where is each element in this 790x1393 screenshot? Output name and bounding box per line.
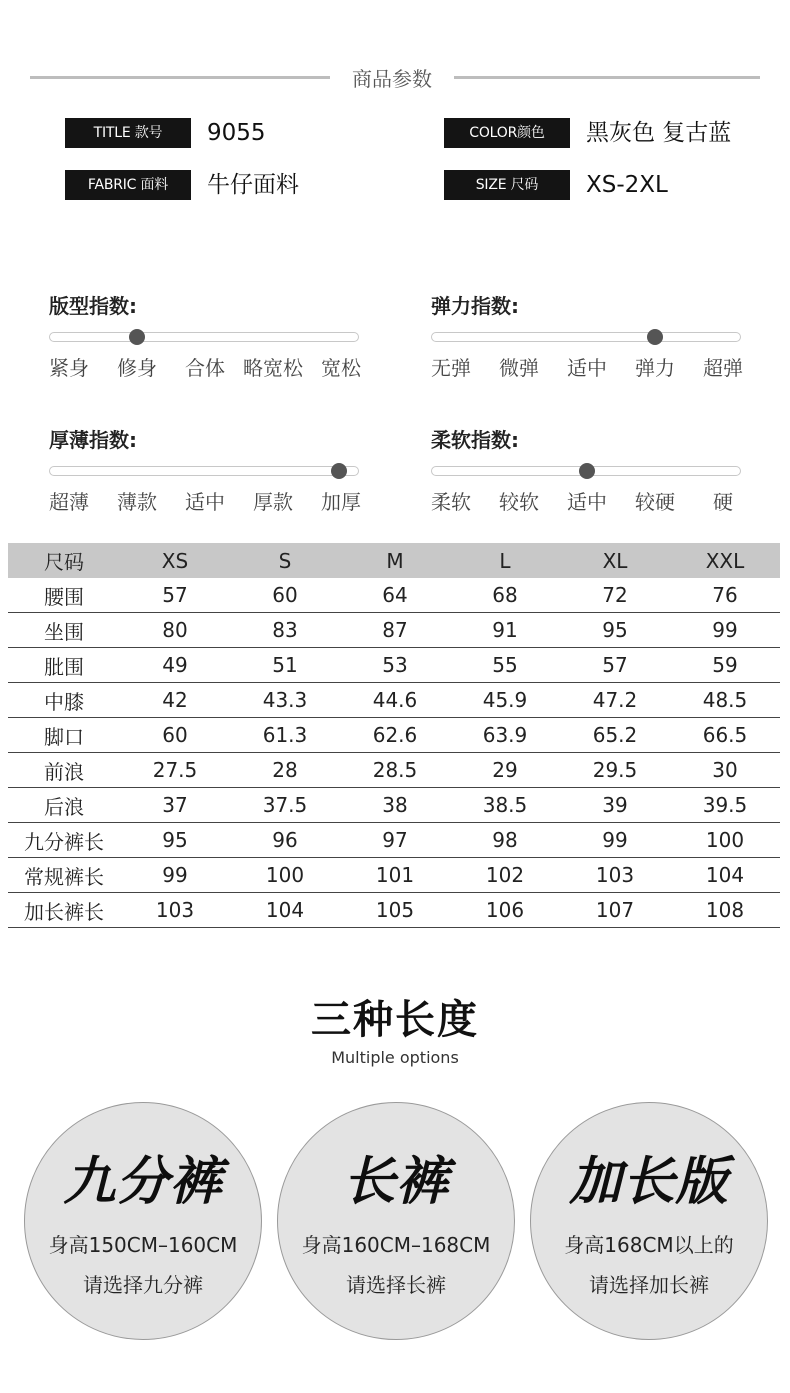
measurement-value: 95 <box>560 613 670 648</box>
table-row <box>8 788 780 823</box>
size-header-cell: M <box>340 543 450 578</box>
measurement-value: 103 <box>560 858 670 893</box>
option-name: 加长版 <box>569 1152 729 1212</box>
measurement-value: 47.2 <box>560 683 670 718</box>
table-row <box>8 578 780 613</box>
measurement-value: 104 <box>230 893 340 928</box>
index-label: 略宽松 <box>243 356 303 380</box>
table-row <box>8 823 780 858</box>
measurement-value: 63.9 <box>450 718 560 753</box>
option-height-range: 身高150CM–160CM <box>48 1233 238 1257</box>
index-label: 厚款 <box>253 490 293 514</box>
measurement-value: 43.3 <box>230 683 340 718</box>
size-header-cell: L <box>450 543 560 578</box>
size-header-cell: S <box>230 543 340 578</box>
measurement-value: 102 <box>450 858 560 893</box>
measurement-value: 28 <box>230 753 340 788</box>
measurement-label: 前浪 <box>8 753 120 788</box>
measurement-value: 57 <box>120 578 230 613</box>
param-value: 黑灰色 复古蓝 <box>586 120 732 146</box>
measurement-value: 100 <box>230 858 340 893</box>
option-height-range: 身高160CM–168CM <box>301 1233 491 1257</box>
index-knob <box>579 463 595 479</box>
size-header-cell: XL <box>560 543 670 578</box>
param-tag: COLOR颜色 <box>444 118 570 148</box>
lengths-title: 三种长度 <box>311 997 479 1043</box>
measurement-value: 91 <box>450 613 560 648</box>
measurement-value: 28.5 <box>340 753 450 788</box>
param-tag: FABRIC 面料 <box>65 170 191 200</box>
measurement-label: 中膝 <box>8 683 120 718</box>
softness-index <box>431 424 743 524</box>
measurement-value: 107 <box>560 893 670 928</box>
index-title: 厚薄指数: <box>49 428 137 452</box>
index-label: 较软 <box>499 490 539 514</box>
measurement-value: 101 <box>340 858 450 893</box>
measurement-value: 100 <box>670 823 780 858</box>
measurement-value: 29 <box>450 753 560 788</box>
thickness-index <box>49 424 361 524</box>
index-label: 无弹 <box>431 356 471 380</box>
param-tag: SIZE 尺码 <box>444 170 570 200</box>
index-label: 微弹 <box>499 356 539 380</box>
measurement-value: 57 <box>560 648 670 683</box>
index-knob <box>647 329 663 345</box>
option-advice: 请选择加长裤 <box>589 1273 709 1297</box>
measurement-value: 64 <box>340 578 450 613</box>
index-knob <box>129 329 145 345</box>
measurement-value: 76 <box>670 578 780 613</box>
measurement-value: 27.5 <box>120 753 230 788</box>
table-row <box>8 858 780 893</box>
index-label: 柔软 <box>431 490 471 514</box>
measurement-value: 105 <box>340 893 450 928</box>
index-label: 弹力 <box>635 356 675 380</box>
measurement-value: 49 <box>120 648 230 683</box>
size-table-header <box>8 543 780 578</box>
measurement-value: 108 <box>670 893 780 928</box>
header-divider-left <box>30 76 330 79</box>
measurement-value: 95 <box>120 823 230 858</box>
measurement-value: 65.2 <box>560 718 670 753</box>
measurement-value: 37.5 <box>230 788 340 823</box>
table-row <box>8 718 780 753</box>
length-option-long <box>530 1102 768 1340</box>
measurement-value: 106 <box>450 893 560 928</box>
measurement-value: 55 <box>450 648 560 683</box>
index-track <box>49 332 359 342</box>
measurement-value: 99 <box>120 858 230 893</box>
index-track <box>49 466 359 476</box>
measurement-value: 53 <box>340 648 450 683</box>
index-labels <box>49 352 361 378</box>
index-labels <box>49 486 361 512</box>
measurement-value: 68 <box>450 578 560 613</box>
measurement-value: 38.5 <box>450 788 560 823</box>
measurement-value: 48.5 <box>670 683 780 718</box>
index-label: 较硬 <box>635 490 675 514</box>
index-labels <box>431 352 743 378</box>
header-divider-right <box>454 76 760 79</box>
index-title: 柔软指数: <box>431 428 519 452</box>
measurement-value: 60 <box>120 718 230 753</box>
measurement-value: 44.6 <box>340 683 450 718</box>
measurement-value: 39.5 <box>670 788 780 823</box>
table-row <box>8 753 780 788</box>
index-label: 修身 <box>117 356 157 380</box>
measurement-value: 103 <box>120 893 230 928</box>
index-label: 紧身 <box>49 356 89 380</box>
measurement-value: 62.6 <box>340 718 450 753</box>
index-label: 适中 <box>567 356 607 380</box>
table-row <box>8 683 780 718</box>
measurement-value: 98 <box>450 823 560 858</box>
option-name: 长裤 <box>342 1152 449 1212</box>
measurement-label: 加长裤长 <box>8 893 120 928</box>
measurement-value: 80 <box>120 613 230 648</box>
index-label: 加厚 <box>321 490 361 514</box>
index-label: 适中 <box>567 490 607 514</box>
index-labels <box>431 486 743 512</box>
param-value: XS-2XL <box>586 172 668 198</box>
option-advice: 请选择九分裤 <box>83 1273 203 1297</box>
measurement-label: 坐围 <box>8 613 120 648</box>
length-option-regular <box>277 1102 515 1340</box>
measurement-value: 59 <box>670 648 780 683</box>
param-value: 牛仔面料 <box>207 172 299 198</box>
measurement-value: 60 <box>230 578 340 613</box>
table-row <box>8 648 780 683</box>
index-label: 宽松 <box>321 356 361 380</box>
measurement-value: 38 <box>340 788 450 823</box>
measurement-value: 30 <box>670 753 780 788</box>
section-title: 商品参数 <box>352 67 432 91</box>
stretch-index <box>431 290 743 390</box>
section-header <box>30 60 760 94</box>
size-header-cell: XXL <box>670 543 780 578</box>
option-name: 九分裤 <box>63 1152 223 1212</box>
measurement-label: 腰围 <box>8 578 120 613</box>
measurement-value: 29.5 <box>560 753 670 788</box>
measurement-value: 66.5 <box>670 718 780 753</box>
measurement-value: 99 <box>670 613 780 648</box>
measurement-value: 39 <box>560 788 670 823</box>
fit-index <box>49 290 361 390</box>
measurement-value: 87 <box>340 613 450 648</box>
measurement-value: 97 <box>340 823 450 858</box>
index-title: 弹力指数: <box>431 294 519 318</box>
size-header-label: 尺码 <box>8 543 120 578</box>
option-height-range: 身高168CM以上的 <box>564 1233 734 1257</box>
param-value: 9055 <box>207 120 266 146</box>
index-label: 硬 <box>713 490 733 514</box>
measurement-label: 九分裤长 <box>8 823 120 858</box>
index-track <box>431 332 741 342</box>
measurement-value: 61.3 <box>230 718 340 753</box>
table-row <box>8 613 780 648</box>
measurement-value: 83 <box>230 613 340 648</box>
measurement-value: 99 <box>560 823 670 858</box>
index-knob <box>331 463 347 479</box>
measurement-value: 72 <box>560 578 670 613</box>
option-advice: 请选择长裤 <box>346 1273 446 1297</box>
index-label: 合体 <box>185 356 225 380</box>
lengths-subtitle: Multiple options <box>331 1048 459 1067</box>
measurement-label: 肶围 <box>8 648 120 683</box>
measurement-value: 51 <box>230 648 340 683</box>
measurement-value: 42 <box>120 683 230 718</box>
index-label: 薄款 <box>117 490 157 514</box>
index-label: 超薄 <box>49 490 89 514</box>
measurement-value: 104 <box>670 858 780 893</box>
table-row <box>8 893 780 928</box>
measurement-label: 后浪 <box>8 788 120 823</box>
param-tag: TITLE 款号 <box>65 118 191 148</box>
measurement-label: 脚口 <box>8 718 120 753</box>
index-title: 版型指数: <box>49 294 137 318</box>
size-header-cell: XS <box>120 543 230 578</box>
measurement-value: 45.9 <box>450 683 560 718</box>
measurement-value: 96 <box>230 823 340 858</box>
index-label: 超弹 <box>703 356 743 380</box>
measurement-label: 常规裤长 <box>8 858 120 893</box>
index-label: 适中 <box>185 490 225 514</box>
size-table <box>8 543 780 928</box>
measurement-value: 37 <box>120 788 230 823</box>
length-option-cropped <box>24 1102 262 1340</box>
